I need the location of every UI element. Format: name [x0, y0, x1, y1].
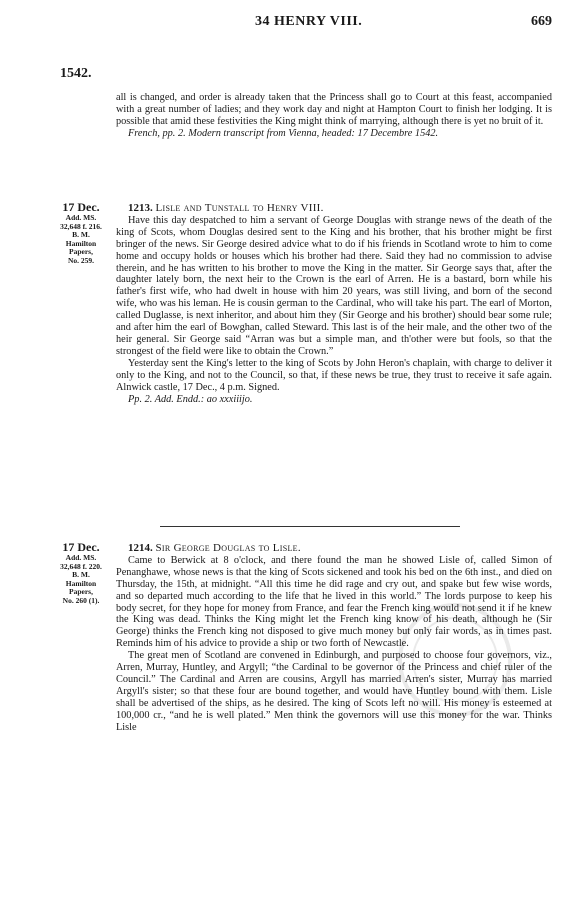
- continuation-text: all is changed, and order is already taken that the Princess shall go to Court at this feast, accompanied with a great number of ladies; and they work day and night at Hampton Court to finish her lodging. It is possible that amid these festivities the King might think of marrying, although there is yet no bruit of it.: [116, 92, 552, 127]
- ref-line: Papers,: [69, 587, 93, 596]
- entry-date: 17 Dec.: [62, 540, 100, 554]
- year-marker: 1542.: [60, 66, 92, 81]
- entry-date: 17 Dec.: [62, 200, 100, 214]
- ref-line: Add. MS.: [65, 213, 97, 222]
- entry-source: Pp. 2. Add. Endd.: ao xxxiiijo.: [128, 393, 253, 405]
- entry-number: 1214.: [128, 542, 153, 554]
- continuation-source: French, pp. 2. Modern transcript from Vienna, headed: 17 Decembre 1542.: [128, 127, 439, 139]
- ref-line: Hamilton: [65, 238, 97, 248]
- page-number: 669: [531, 14, 552, 29]
- entry-heading: [116, 543, 552, 555]
- entry-1214-margin: [52, 540, 110, 605]
- entry-heading: [116, 203, 552, 215]
- ref-line: B. M.: [72, 230, 90, 239]
- entry-1213: [116, 203, 552, 405]
- continuation-block: [116, 92, 552, 140]
- entry-title: Lisle and Tunstall to Henry VIII.: [155, 202, 324, 214]
- entry-paragraph: Came to Berwick at 8 o'clock, and there found the man he showed Lisle of, called Simon of Penanghawe, whose news is that the king of Scots sickened and took his bed on the 6th inst., and died on Thursday, the 15th, at midnight. “All this time he did rage and cry out, and spake but few wise words, and so departed much according to the life that he lived in this world.” The lords purpose to keep his body secret, for they hope for money from France, and fear the French king would not send it if he knew the King was dead. Thinks the King might let the French king know of his death, although he (Sir George) thinks the French king not disposed to give much money but only fair words, as in times past. Reminds him of his advice to provide a ship or two forth of Newcastle.: [116, 554, 552, 650]
- entry-1214: [116, 543, 552, 734]
- entry-paragraph: Have this day despatched to him a servant of George Douglas with strange news of the death of the king of Scots, whom Douglas desired sent to the King and his brother, that his brother might be first bringer of the news. Sir George desired advice what to do if his friends in Scotland wrote to him to come home and occupy holds or houses which his brother had there. Said they had no commission to advise therein, and he has written to his brother to move the King in the matter. Sir George says that, after the daughter lately born, the next heir to the Crown is the earl of Arren. He is a bastard, born while his father's first wife, who had dwelt in house with him 20 years, was still living, and born of the second wife, who was his leman. He is cousin german to the Cardinal, who will take his part. The earl of Morton, called Duglasse, is next inheritor, and about him they (Sir George and his brother) should bear some rule; and after him the earl of Bowghan, called Steward. This last is of the heir male, and the other two of the heir general. Sir George said “Arran was but a simple man, and th'other were but fools, so that the strongest of the field were like to obtain the Crown.”: [116, 214, 552, 357]
- ref-line: 32,648 f. 216.: [60, 221, 102, 231]
- running-title: 34 HENRY VIII.: [255, 14, 363, 29]
- ref-line: Add. MS.: [65, 553, 97, 562]
- ref-line: Papers,: [69, 247, 93, 256]
- entry-1213-margin: [52, 200, 110, 265]
- ref-line: No. 260 (1).: [62, 595, 100, 605]
- entry-title: Sir George Douglas to Lisle.: [155, 542, 301, 554]
- entry-paragraph: Yesterday sent the King's letter to the king of Scots by John Heron's chaplain, with charge to deliver it only to the King, and not to the Council, so that, if these news be true, they trust to receive it safe again. Alnwick castle, 17 Dec., 4 p.m. Signed.: [116, 357, 552, 393]
- entry-paragraph: The great men of Scotland are convened in Edinburgh, and purposed to choose four governors, viz., Arren, Murray, Huntley, and Argyll; “the Cardinal to be governor of the Princess and chief ruler of the Council.” The Cardinal and Arren are cousins, Argyll has married Arren's sister, Murray has married Argyll's sister; so that these four are bound together, and would have Huntley bound with them. Lisle shall be advertised of the ships, as he desired. The king of Scots left no will. His money is esteemed at 100,000 cr., “and he is well plated.” Men think the governors will use this money for the war. Thinks Lisle: [116, 650, 552, 733]
- ref-line: 32,648 f. 220.: [60, 561, 102, 571]
- ref-line: B. M.: [72, 570, 90, 579]
- section-divider: [160, 526, 460, 527]
- ref-line: Hamilton: [65, 578, 97, 588]
- entry-number: 1213.: [128, 202, 153, 214]
- ref-line: No. 259.: [67, 255, 95, 265]
